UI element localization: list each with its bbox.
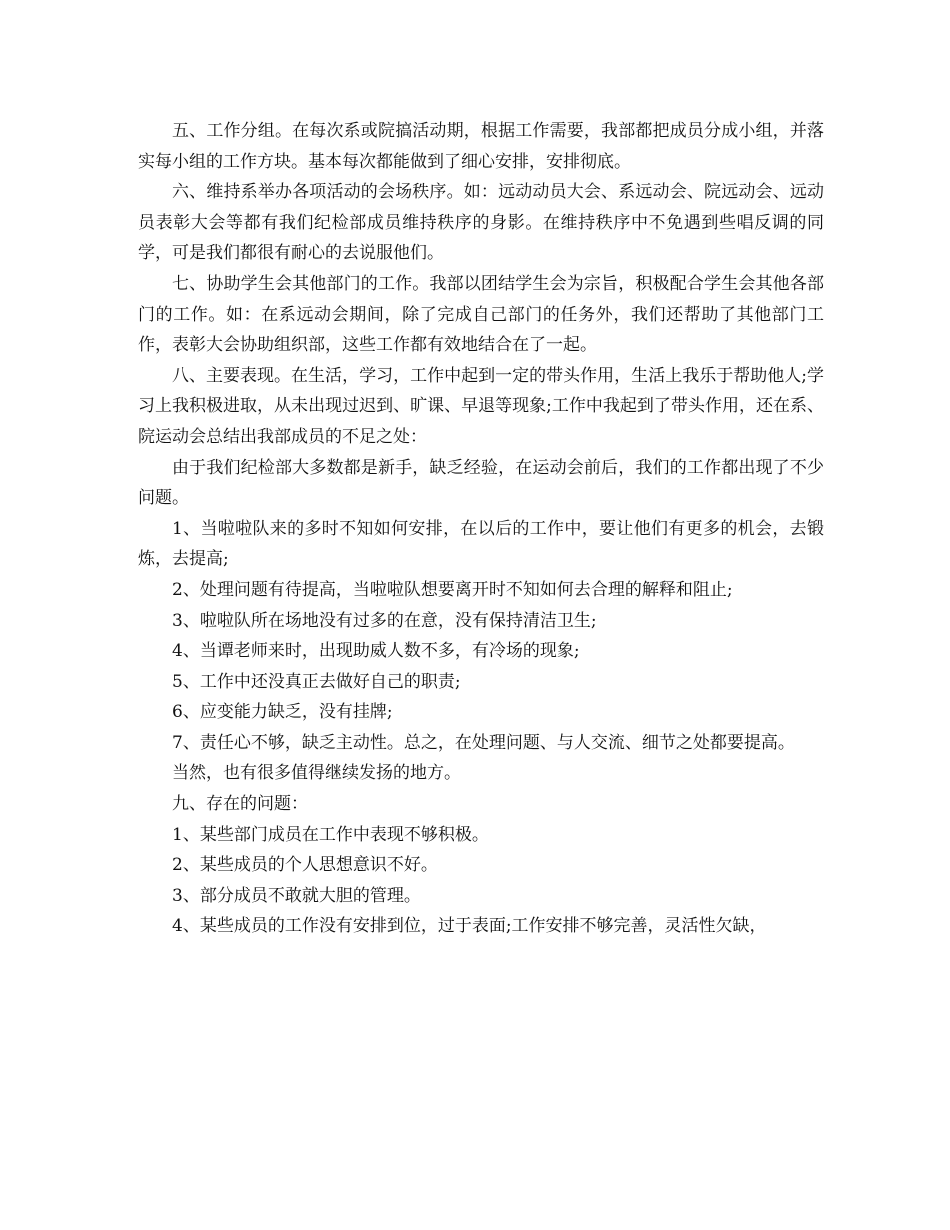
list-item-problem-2: 2、处理问题有待提高，当啦啦队想要离开时不知如何去合理的解释和阻止; [172, 579, 733, 600]
list-item-issue-2: 2、某些成员的个人思想意识不好。 [172, 855, 438, 876]
paragraph-main-performance: 八、主要表现。在生活，学习，工作中起到一定的带头作用，生活上我乐于帮助他人;学习上我积极进取，从未出现过迟到、旷课、早退等现象;工作中我起到了带头作用，还在系、院运动会总结出我部成员的不足之处： [138, 365, 824, 447]
paragraph-work-grouping: 五、工作分组。在每次系或院搞活动期，根据工作需要，我部都把成员分成小组，并落实每小组的工作方块。基本每次都能做到了细心安排，安排彻底。 [138, 121, 824, 172]
section-heading-existing-problems: 九、存在的问题： [172, 794, 308, 815]
list-item-problem-5: 5、工作中还没真正去做好自己的职责; [172, 671, 461, 692]
paragraph-strengths: 当然，也有很多值得继续发扬的地方。 [172, 763, 461, 784]
list-item-issue-3: 3、部分成员不敢就大胆的管理。 [172, 885, 421, 906]
list-item-problem-1: 1、当啦啦队来的多时不知如何安排，在以后的工作中，要让他们有更多的机会，去锻炼，去提高; [138, 518, 824, 570]
paragraph-assist-departments: 七、协助学生会其他部门的工作。我部以团结学生会为宗旨，积极配合学生会其他各部门的工作。如：在系远动会期间，除了完成自己部门的任务外，我们还帮助了其他部门工作，表彰大会协助组织部，这些工作都有效地结合在了一起。 [138, 273, 824, 356]
paragraph-problems-intro: 由于我们纪检部大多数都是新手，缺乏经验，在运动会前后，我们的工作都出现了不少问题。 [138, 457, 824, 509]
list-item-problem-3: 3、啦啦队所在场地没有过多的在意，没有保持清洁卫生; [172, 610, 597, 631]
document-body [138, 116, 824, 942]
list-item-issue-4: 4、某些成员的工作没有安排到位，过于表面;工作安排不够完善，灵活性欠缺， [172, 916, 767, 937]
paragraph-venue-order: 六、维持系举办各项活动的会场秩序。如：远动动员大会、系远动会、院远动会、远动员表彰大会等都有我们纪检部成员维持秩序的身影。在维持秩序中不免遇到些唱反调的同学，可是我们都很有耐心的去说服他们。 [138, 182, 824, 264]
list-item-problem-6: 6、应变能力缺乏，没有挂牌; [172, 702, 393, 723]
list-item-issue-1: 1、某些部门成员在工作中表现不够积极。 [172, 824, 489, 845]
list-item-problem-4: 4、当谭老师来时，出现助威人数不多，有冷场的现象; [172, 641, 580, 662]
list-item-problem-7: 7、责任心不够，缺乏主动性。总之，在处理问题、与人交流、细节之处都要提高。 [172, 732, 795, 753]
